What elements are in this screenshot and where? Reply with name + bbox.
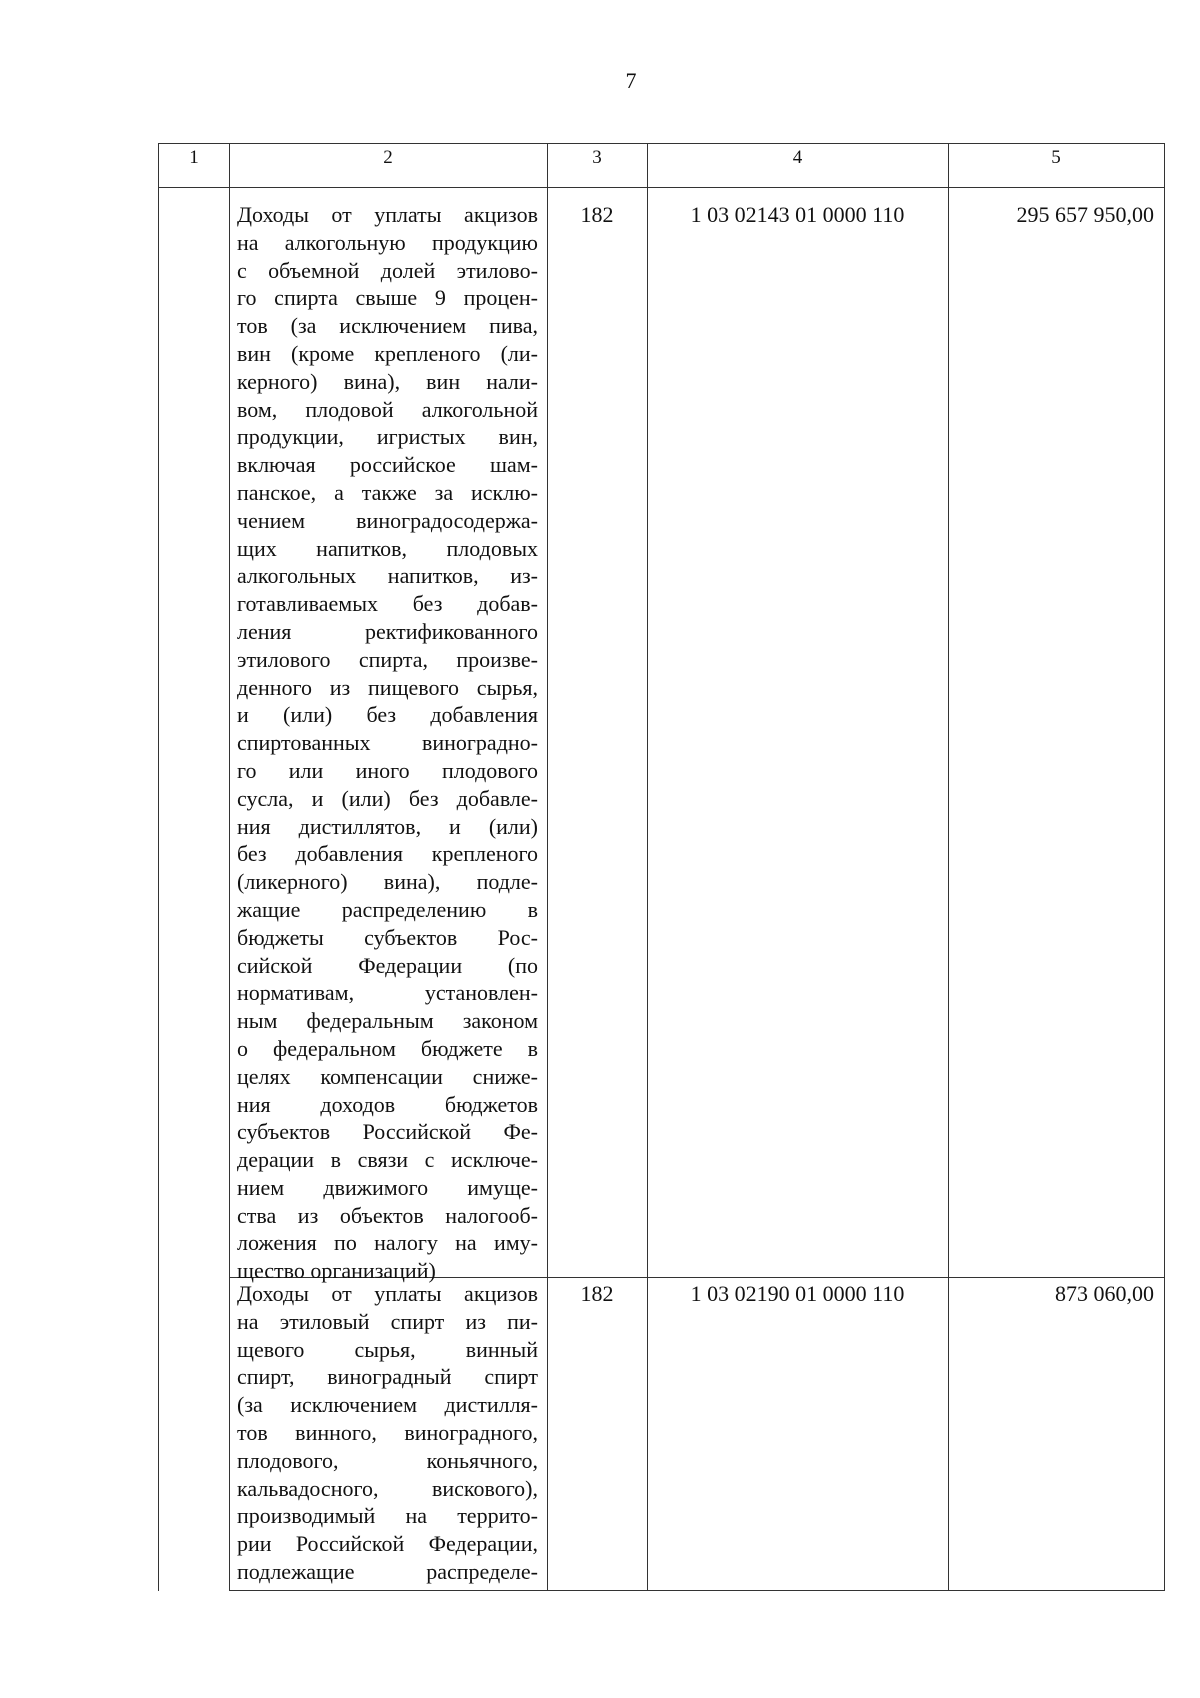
- table-border-col5: [948, 143, 949, 1591]
- description-line: го спирта свыше 9 процен-: [237, 285, 538, 311]
- description-line: щевого сырья, винный: [237, 1336, 538, 1362]
- description-line: спиртованных виноградно-: [237, 730, 538, 756]
- description-line: о федеральном бюджете в: [237, 1035, 538, 1061]
- description-line: кальвадосного, вискового),: [237, 1475, 538, 1501]
- description-line: сийской Федерации (по: [237, 952, 538, 978]
- row-1-admin-code: 182: [580, 202, 614, 227]
- row-1-amount: 295 657 950,00: [1016, 202, 1154, 227]
- page-number: 7: [625, 68, 637, 93]
- description-line: ложения по налогу на иму-: [237, 1230, 538, 1256]
- description-line: производимый на террито-: [237, 1503, 538, 1529]
- description-line: Доходы от уплаты акцизов: [237, 1281, 538, 1306]
- description-line: включая российское шам-: [237, 452, 538, 478]
- revenue-table: [158, 143, 1165, 1591]
- table-border-bottom: [229, 1590, 1165, 1591]
- header-col-4: 4: [792, 147, 803, 168]
- description-line: ления ректификованного: [237, 618, 538, 644]
- description-line: целях компенсации сниже-: [237, 1063, 538, 1089]
- description-line: без добавления крепленого: [237, 841, 538, 867]
- description-line: ства из объектов налогооб-: [237, 1202, 538, 1228]
- description-line: нормативам, установлен-: [237, 980, 538, 1006]
- description-line: и (или) без добавления: [237, 702, 538, 728]
- row-1-description: [237, 201, 538, 1285]
- description-line: готавливаемых без добав-: [237, 591, 538, 617]
- description-line: жащие распределению в: [237, 896, 538, 922]
- description-line: субъектов Российской Фе-: [237, 1119, 538, 1145]
- description-line: подлежащие распределе-: [237, 1558, 538, 1584]
- description-line: нием движимого имуще-: [237, 1174, 538, 1200]
- header-col-5: 5: [1051, 147, 1061, 168]
- row-2-kbk-code: 1 03 02190 01 0000 110: [690, 1281, 905, 1306]
- row-2-description: [237, 1280, 538, 1586]
- description-line: бюджеты субъектов Рос-: [237, 924, 538, 950]
- header-bottom-border: [158, 187, 1165, 188]
- description-line: этилового спирта, произве-: [237, 646, 538, 672]
- description-line: Доходы от уплаты акцизов: [237, 202, 538, 227]
- description-line: алкогольных напитков, из-: [237, 563, 538, 589]
- description-line: щих напитков, плодовых: [237, 535, 538, 561]
- description-line: тов винного, виноградного,: [237, 1419, 538, 1445]
- description-line: продукции, игристых вин,: [237, 424, 538, 450]
- table-border-col3: [547, 143, 548, 1591]
- header-col-1: 1: [189, 147, 199, 168]
- description-line: плодового, коньячного,: [237, 1447, 538, 1473]
- description-line: сусла, и (или) без добавле-: [237, 785, 538, 811]
- description-line: керного) вина), вин нали-: [237, 368, 538, 394]
- description-line: панское, а также за исклю-: [237, 479, 538, 505]
- row-1-kbk-code: 1 03 02143 01 0000 110: [690, 202, 905, 227]
- description-line: спирт, виноградный спирт: [237, 1364, 538, 1390]
- description-line: (за исключением дистилля-: [237, 1392, 538, 1418]
- row-2-amount: 873 060,00: [1055, 1281, 1154, 1306]
- description-line: вом, плодовой алкогольной: [237, 396, 538, 422]
- description-line: на этиловый спирт из пи-: [237, 1308, 538, 1334]
- description-line: (ликерного) вина), подле-: [237, 869, 538, 895]
- description-line: с объемной долей этилово-: [237, 257, 538, 283]
- header-col-3: 3: [592, 147, 602, 168]
- description-line: щество организаций): [237, 1258, 436, 1284]
- description-line: вин (кроме крепленого (ли-: [237, 340, 538, 366]
- description-line: тов (за исключением пива,: [237, 313, 538, 339]
- description-line: на алкогольную продукцию: [237, 229, 538, 255]
- table-border-col4: [647, 143, 648, 1591]
- description-line: ным федеральным законом: [237, 1008, 538, 1034]
- description-line: денного из пищевого сырья,: [237, 674, 538, 700]
- row-2-admin-code: 182: [580, 1281, 614, 1306]
- description-line: дерации в связи с исключе-: [237, 1147, 538, 1173]
- table-border-right: [1164, 143, 1165, 1591]
- description-line: рии Российской Федерации,: [237, 1531, 538, 1557]
- description-line: чением виноградосодержа-: [237, 507, 538, 533]
- table-border-left: [158, 143, 159, 1591]
- header-col-2: 2: [383, 147, 393, 168]
- description-line: ния дистиллятов, и (или): [237, 813, 538, 839]
- description-line: ния доходов бюджетов: [237, 1091, 538, 1117]
- table-border-col2: [229, 143, 230, 1591]
- description-line: го или иного плодового: [237, 757, 538, 783]
